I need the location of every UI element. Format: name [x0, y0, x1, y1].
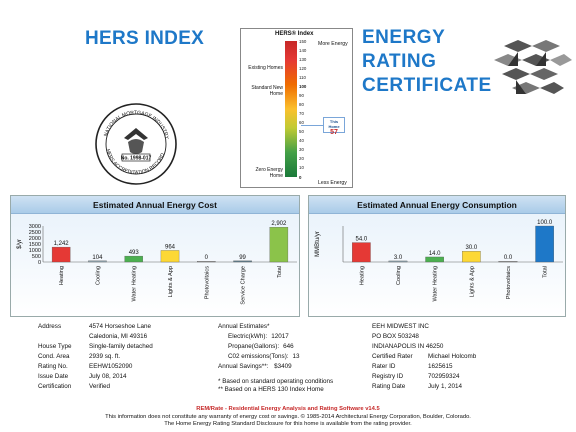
disclaimer-line: This information does not constitute any warranty of energy cost or savings. © 1985-2014 Architectural Energy Corporation, Boulder, Colorado. [105, 413, 471, 420]
property-label: House Type [38, 343, 72, 350]
energy-cost-chart [11, 196, 301, 318]
property-label: Rating No. [38, 363, 68, 370]
bar [234, 261, 252, 262]
energy-consumption-panel [308, 195, 566, 317]
category-label: Heating [59, 266, 66, 286]
index-tick: 0 [299, 174, 302, 180]
energy-consumption-chart [309, 196, 567, 318]
hers-index-scale [240, 28, 353, 188]
property-value: Single-family detached [89, 343, 153, 350]
bar-value-label: 0.0 [503, 255, 513, 262]
bar-value-label: 30.0 [465, 245, 478, 252]
rater-box: PO BOX 503248 [372, 333, 419, 340]
less-energy-label: Less Energy [318, 180, 347, 186]
category-label: Photovoltaics [506, 266, 512, 300]
bar [88, 261, 106, 262]
category-label: Lights & App [469, 266, 476, 298]
rater-info [372, 322, 572, 392]
y-tick-label: 2500 [28, 230, 41, 236]
zero-home-label: Zero Energy Home [255, 167, 283, 179]
y-tick-label: 500 [31, 254, 41, 260]
index-heading: HERS® Index [275, 31, 314, 37]
category-label: Cooling [95, 266, 102, 285]
index-tick: 120 [299, 65, 307, 71]
energy-cost-panel [10, 195, 300, 317]
index-tick: 110 [299, 74, 306, 80]
index-tick: 90 [299, 92, 304, 98]
bar [52, 247, 70, 262]
category-label: Photovoltaics [204, 266, 211, 300]
property-label [38, 332, 89, 342]
category-label: Cooling [396, 266, 402, 285]
bar-value-label: 3.0 [393, 254, 403, 261]
disclosure-line: The Home Energy Rating Standard Disclosure for this home is available from the rating provider. [164, 421, 412, 427]
software-line: REM/Rate - Residential Energy Analysis and Rating Software v14.5 [196, 406, 380, 412]
svg-text:HERS ACCREDITATION RECORD: HERS ACCREDITATION RECORD [104, 148, 167, 177]
certificate-title-line3: CERTIFICATE [362, 75, 492, 96]
rater-value: July 1, 2014 [428, 383, 462, 390]
estimate-note-1: * Based on standard operating conditions [218, 378, 334, 385]
bar-value-label: 1,242 [53, 241, 69, 248]
more-energy-label: More Energy [318, 41, 348, 47]
certificate-title-line2: RATING [362, 51, 437, 72]
standard-home-label: Standard New Home [251, 85, 283, 97]
bar [197, 261, 215, 262]
index-color-bar [285, 41, 297, 177]
bar [352, 243, 370, 262]
this-home-pointer [301, 125, 323, 126]
rater-company: EEH MIDWEST INC [372, 323, 429, 330]
bar [389, 261, 407, 262]
bar-value-label: 14.0 [428, 250, 441, 257]
footer [0, 406, 576, 429]
bar [125, 256, 143, 262]
property-info [38, 322, 208, 392]
estimate-value: 12017 [271, 333, 289, 340]
annual-estimates [218, 322, 388, 394]
category-label: Service Charge [240, 266, 247, 305]
annual-savings [218, 362, 388, 372]
property-row [38, 362, 208, 372]
existing-homes-label: Existing Homes [248, 65, 283, 71]
energy-cost-title: Estimated Annual Energy Cost [11, 196, 299, 214]
property-row [38, 342, 208, 352]
property-row [38, 372, 208, 382]
bar [270, 227, 288, 262]
rater-logo-icon [484, 36, 574, 108]
this-home-value: 57 [330, 129, 338, 137]
estimate-value: 13 [292, 353, 300, 360]
property-label: Certification [38, 383, 72, 390]
index-tick: 40 [299, 138, 304, 144]
index-tick: 100 [299, 83, 307, 89]
rater-value: 702959324 [428, 373, 460, 380]
rater-label: Rater ID [372, 363, 396, 370]
bar [499, 261, 517, 262]
bar [462, 251, 480, 262]
y-tick-label: 2000 [28, 236, 41, 242]
y-tick-label: 1000 [28, 248, 41, 254]
estimates-heading: Annual Estimates* [218, 323, 270, 330]
estimate-row [218, 352, 388, 362]
property-label: Address [38, 323, 62, 330]
index-tick: 130 [299, 56, 307, 62]
bar [161, 250, 179, 262]
property-value: EEHW1052090 [89, 363, 133, 370]
rater-value: Michael Holcomb [428, 353, 477, 360]
y-tick-label: 1500 [28, 242, 41, 248]
hers-index-title: HERS INDEX [85, 28, 205, 49]
estimate-label: Electric(kWh): [228, 333, 268, 340]
bar-value-label: 493 [128, 250, 139, 257]
bar [426, 257, 444, 262]
estimate-value: 646 [283, 343, 294, 350]
property-value: 4574 Horseshoe Lane [89, 323, 151, 330]
estimate-label: Propane(Gallons): [228, 343, 280, 350]
index-tick: 70 [299, 111, 304, 117]
rater-row [372, 352, 572, 362]
rater-row [372, 382, 572, 392]
estimate-row [218, 342, 388, 352]
index-tick: 150 [299, 38, 307, 44]
category-label: Water Heating [432, 266, 439, 302]
index-tick: 20 [299, 156, 304, 162]
category-label: Total [542, 266, 549, 278]
bar-value-label: 964 [164, 244, 176, 251]
rater-row [372, 372, 572, 382]
index-tick: 140 [299, 47, 307, 53]
bar [536, 226, 554, 262]
property-value: Caledonia, MI 49316 [89, 333, 148, 340]
category-label: Heating [359, 266, 366, 286]
savings-label: Annual Savings**: [218, 363, 269, 370]
accreditation-seal-icon [94, 102, 178, 186]
property-row [38, 382, 208, 392]
bar-value-label: 2,902 [271, 221, 287, 228]
bar-value-label: 0 [204, 255, 208, 262]
estimate-note-2: ** Based on a HERS 130 Index Home [218, 386, 324, 393]
property-row [38, 322, 208, 332]
category-label: Lights & App [168, 266, 174, 298]
bar-value-label: 104 [92, 254, 103, 261]
index-tick: 30 [299, 147, 304, 153]
y-axis-label: MMBtu/yr [315, 231, 321, 257]
property-value: July 08, 2014 [89, 373, 127, 380]
energy-consumption-title: Estimated Annual Energy Consumption [309, 196, 565, 214]
y-tick-label: 0 [37, 260, 41, 266]
y-axis-label: $/yr [17, 238, 23, 250]
property-row [38, 332, 208, 342]
rater-value: 1625615 [428, 363, 453, 370]
svg-text:No. 1998-017: No. 1998-017 [120, 155, 152, 162]
property-label: Issue Date [38, 373, 69, 380]
category-label: Total [276, 266, 283, 278]
bar-value-label: 100.0 [537, 220, 553, 226]
category-label: Water Heating [131, 266, 138, 302]
y-tick-label: 3000 [28, 224, 41, 230]
certificate-title [362, 26, 492, 98]
index-tick: 60 [299, 120, 304, 126]
savings-value: $3409 [274, 363, 292, 370]
property-value: Verified [89, 383, 111, 390]
rater-label: Registry ID [372, 373, 404, 380]
this-home-label: This Home [328, 119, 340, 130]
certificate-title-line1: ENERGY [362, 27, 446, 48]
rater-label: Certified Rater [372, 353, 413, 360]
index-tick: 80 [299, 101, 304, 107]
bar-value-label: 99 [239, 254, 246, 261]
rater-label: Rating Date [372, 383, 406, 390]
property-row [38, 352, 208, 362]
estimate-row [218, 332, 388, 342]
estimate-label: C02 emissions(Tons): [228, 353, 289, 360]
bar-value-label: 54.0 [355, 236, 368, 243]
rater-city: INDIANAPOLIS IN 46250 [372, 343, 444, 350]
rater-row [372, 362, 572, 372]
this-home-badge [323, 117, 345, 137]
svg-text:NATIONAL MORTGAGE INDUSTRY: NATIONAL MORTGAGE INDUSTRY [103, 109, 170, 140]
property-value: 2939 sq. ft. [89, 353, 121, 360]
index-tick: 50 [299, 129, 304, 135]
index-tick: 10 [299, 165, 304, 171]
property-label: Cond. Area [38, 353, 70, 360]
